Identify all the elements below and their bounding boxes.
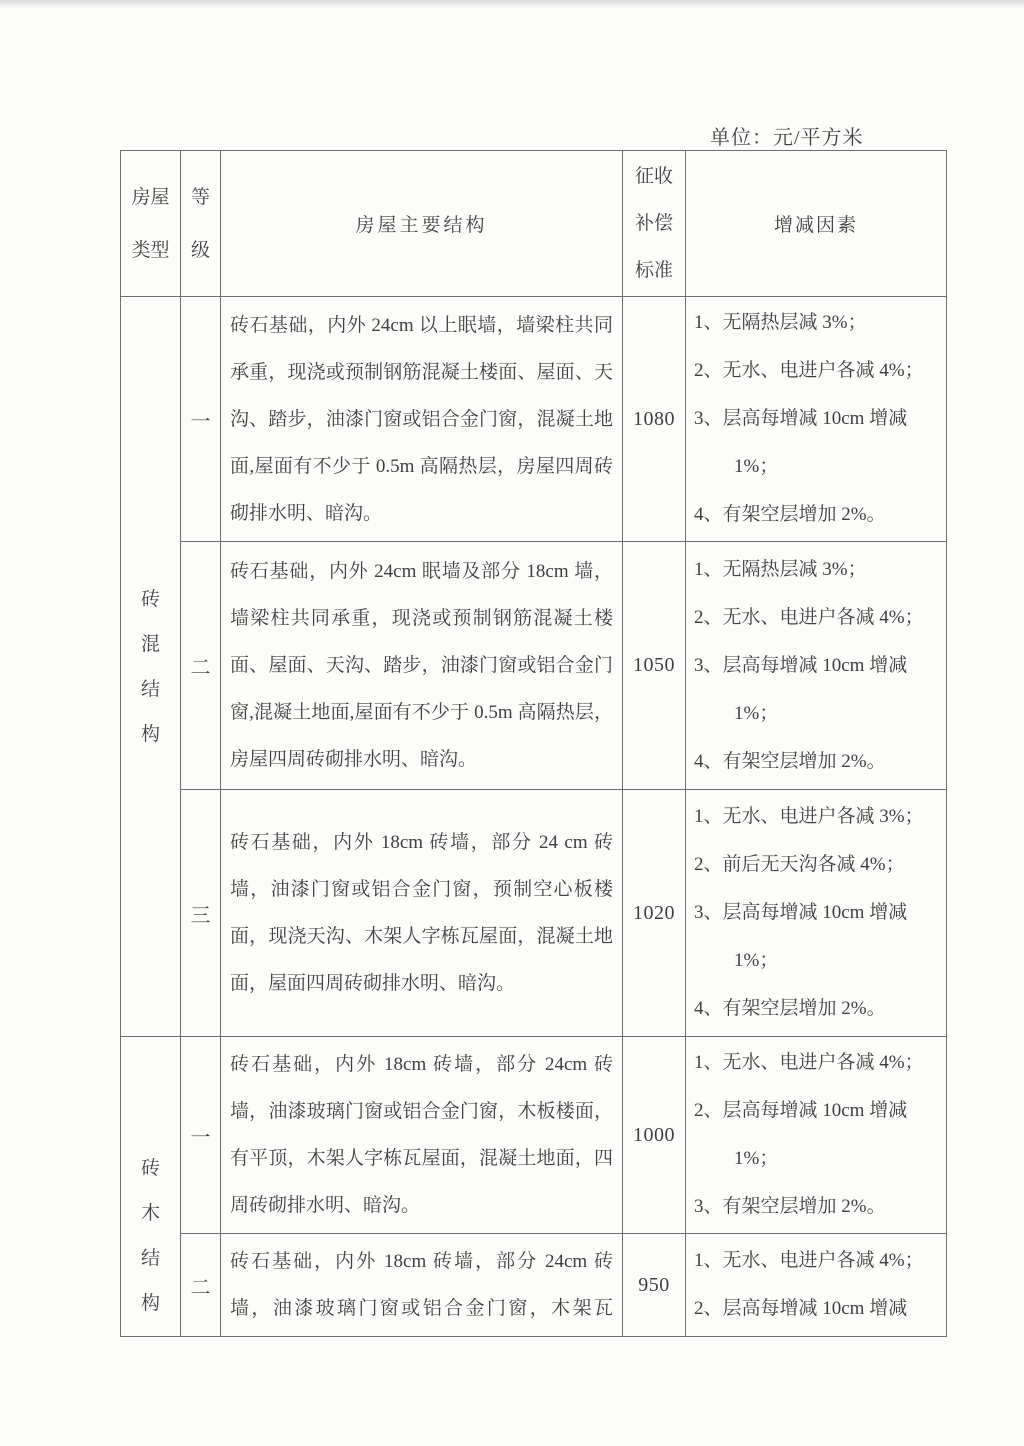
factor-item: 4、有架空层增加 2%。 <box>694 998 886 1019</box>
header-row <box>121 151 947 297</box>
table-row <box>121 1037 947 1234</box>
standard-cell: 1050 <box>623 542 686 790</box>
table-row <box>121 542 947 790</box>
header-standard: 征收补偿标准 <box>623 151 686 297</box>
factor-item: 1、无水、电进户各减 4%； <box>694 1052 924 1073</box>
structure-text: 砖石基础，内外 24cm 眠墙及部分 18cm 墙，墙梁柱共同承重，现浇或预制钢筋混凝土楼面、屋面、天沟、踏步，油漆门窗或铝合金门窗,混凝土地面,屋面有不少于 0.5m 高隔热层，房屋四周砖砌排水明、暗沟。 <box>230 561 613 770</box>
structure-text: 砖石基础，内外 18cm 砖墙，部分 24 cm 砖墙，油漆门窗或铝合金门窗，预制空心板楼面，现浇天沟、木架人字栋瓦屋面，混凝土地面，屋面四周砖砌排水明、暗沟。 <box>230 832 613 994</box>
factor-item: 3、层高每增减 10cm 增减 1%； <box>694 902 908 971</box>
structure-cell <box>221 1037 623 1234</box>
standard-cell: 1080 <box>623 297 686 542</box>
factor-item: 1、无隔热层减 3%； <box>694 558 867 580</box>
structure-cell <box>221 790 623 1037</box>
structure-cell <box>221 297 623 542</box>
structure-text: 砖石基础，内外 18cm 砖墙，部分 24cm 砖墙，油漆玻璃门窗或铝合金门窗，木架瓦 <box>230 1251 613 1319</box>
factor-item: 2、前后无天沟各减 4%； <box>694 854 905 875</box>
factors-cell <box>686 542 947 790</box>
house-type-label: 砖混结构 <box>140 588 160 745</box>
grade-cell: 三 <box>181 790 221 1037</box>
table-row <box>121 1234 947 1337</box>
factor-item: 1、无水、电进户各减 3%； <box>694 806 924 827</box>
compensation-table <box>120 150 947 1337</box>
factor-item: 1、无隔热层减 3%； <box>694 312 867 333</box>
factors-cell <box>686 1234 947 1337</box>
house-type-cell <box>121 1037 181 1337</box>
grade-cell: 一 <box>181 1037 221 1234</box>
factor-item: 2、无水、电进户各减 4%； <box>694 360 924 381</box>
header-house-type: 房屋类型 <box>121 151 181 297</box>
factor-item: 2、无水、电进户各减 4%； <box>694 606 924 628</box>
grade-cell: 一 <box>181 297 221 542</box>
table-body <box>121 297 947 1337</box>
factor-item: 3、层高每增减 10cm 增减 1%； <box>694 408 908 477</box>
standard-cell: 1000 <box>623 1037 686 1234</box>
scan-edge <box>0 0 1024 9</box>
structure-text: 砖石基础，内外 18cm 砖墙，部分 24cm 砖墙，油漆玻璃门窗或铝合金门窗，木板楼面，有平顶，木架人字栋瓦屋面，混凝土地面，四周砖砌排水明、暗沟。 <box>230 1054 613 1216</box>
factor-item: 1、无水、电进户各减 4%； <box>694 1250 924 1271</box>
factor-item: 4、有架空层增加 2%。 <box>694 504 886 525</box>
factor-item: 3、有架空层增加 2%。 <box>694 1196 886 1217</box>
house-type-label: 砖木结构 <box>140 1158 160 1314</box>
factors-cell <box>686 297 947 542</box>
factors-cell <box>686 790 947 1037</box>
table-row <box>121 790 947 1037</box>
table-row <box>121 297 947 542</box>
grade-cell: 二 <box>181 542 221 790</box>
header-grade: 等级 <box>181 151 221 297</box>
standard-cell: 1020 <box>623 790 686 1037</box>
structure-cell <box>221 542 623 790</box>
house-type-cell <box>121 297 181 1037</box>
grade-cell: 二 <box>181 1234 221 1337</box>
unit-label: 单位：元/平方米 <box>710 127 864 149</box>
factor-item: 2、层高每增减 10cm 增减 1%； <box>694 1100 908 1169</box>
structure-cell <box>221 1234 623 1337</box>
factors-cell <box>686 1037 947 1234</box>
header-factors: 增减因素 <box>686 151 947 297</box>
structure-text: 砖石基础，内外 24cm 以上眠墙，墙梁柱共同承重，现浇或预制钢筋混凝土楼面、屋面、天沟、踏步，油漆门窗或铝合金门窗，混凝土地面,屋面有不少于 0.5m 高隔热层，房屋四周砖砌排水明、暗沟。 <box>230 314 613 524</box>
header-structure: 房屋主要结构 <box>221 151 623 297</box>
factor-item: 3、层高每增减 10cm 增减 1%； <box>694 654 908 724</box>
factor-item: 2、层高每增减 10cm 增减 <box>694 1298 908 1319</box>
standard-cell: 950 <box>623 1234 686 1337</box>
factor-item: 4、有架空层增加 2%。 <box>694 750 886 772</box>
